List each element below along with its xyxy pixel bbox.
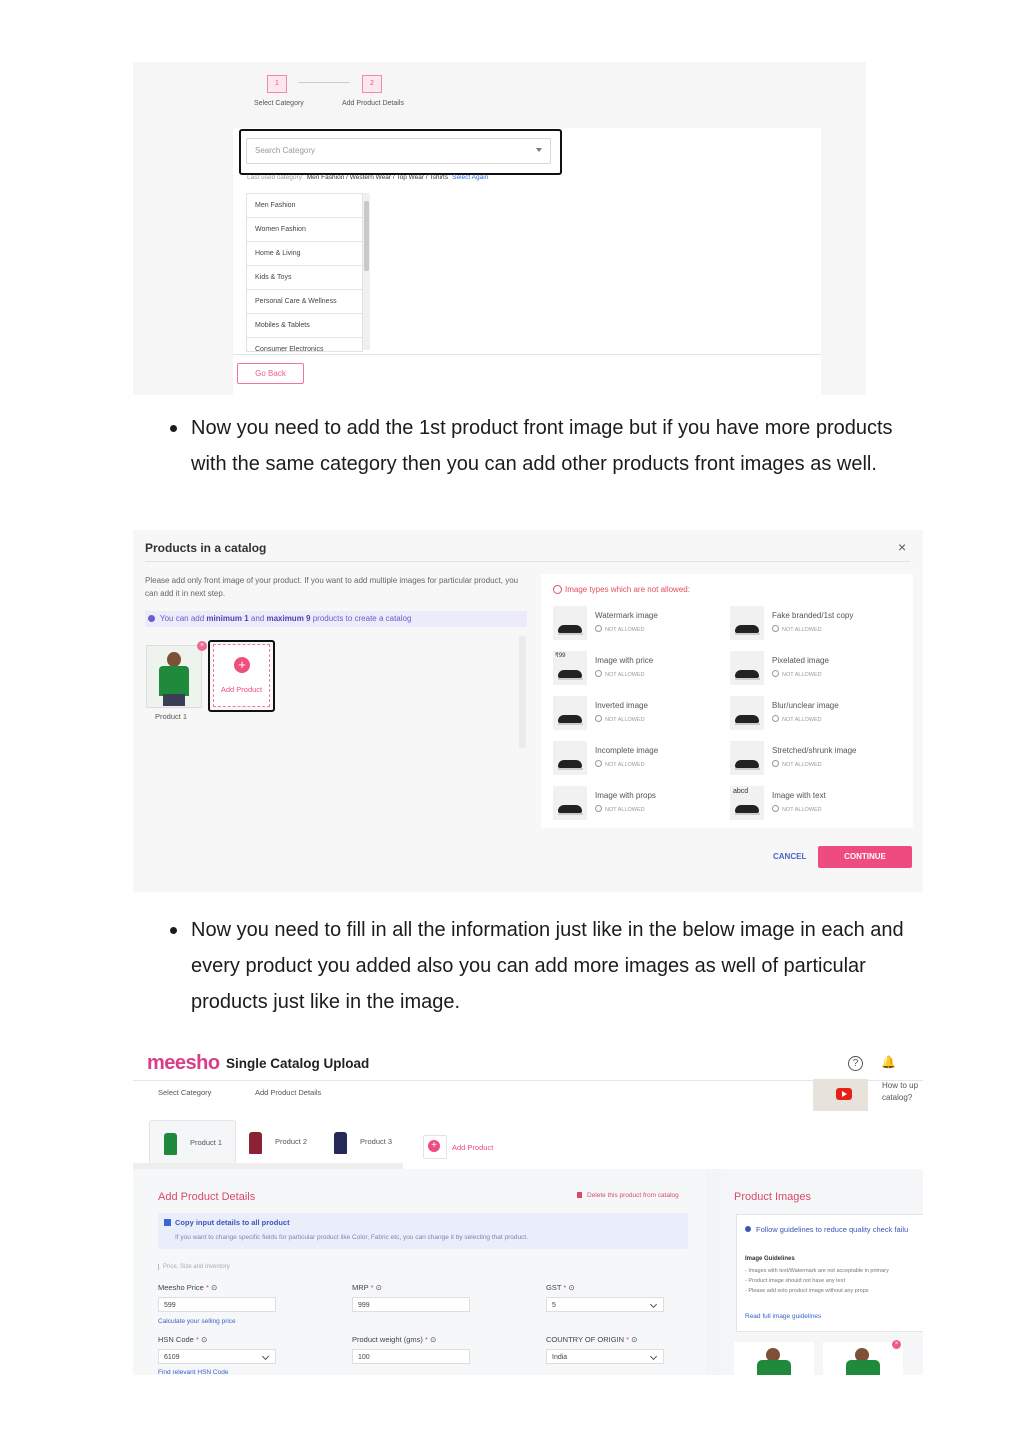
disallowed-example [730, 696, 900, 734]
mrp-input[interactable]: 999 [352, 1297, 470, 1312]
tab-product-1[interactable] [149, 1120, 236, 1163]
example-name: Watermark image [595, 611, 658, 620]
guidelines-banner [745, 1225, 908, 1234]
info-icon: ⊙ [568, 1283, 575, 1292]
shoe-icon [553, 696, 587, 730]
product-weight-input[interactable]: 100 [352, 1349, 470, 1364]
divider [145, 561, 910, 562]
shoe-icon [730, 741, 764, 775]
info-text-pre: You can add [160, 614, 207, 623]
category-item[interactable]: Men Fashion [247, 194, 362, 218]
disallowed-example [553, 786, 723, 824]
paragraph-line: Now you need to fill in all the information just like in the below image in each and [191, 919, 904, 941]
gst-value: 5 [552, 1302, 556, 1309]
ban-icon [595, 805, 602, 812]
guidelines-banner-text: Follow guidelines to reduce quality check failu [756, 1225, 909, 1234]
step-1-label: Select Category [254, 100, 304, 107]
last-used-path: Men Fashion / Western Wear / Top Wear / Tshirts [306, 174, 449, 181]
category-selection-screenshot [133, 62, 866, 395]
meesho-price-input[interactable]: 599 [158, 1297, 276, 1312]
example-name: Image with price [595, 656, 654, 665]
chevron-down-icon [262, 1353, 269, 1360]
tshirt-shape [846, 1360, 880, 1375]
gst-select[interactable] [546, 1297, 664, 1312]
tshirt-icon [249, 1132, 262, 1154]
model-legs [163, 694, 185, 706]
plus-icon: + [234, 657, 250, 673]
example-name: Pixelated image [772, 656, 829, 665]
product-list-scrollbar[interactable] [519, 636, 526, 748]
paragraph-line: with the same category then you can add other products front images as well. [191, 453, 877, 475]
example-name: Stretched/shrunk image [772, 746, 857, 755]
step-1-indicator[interactable]: 1 [267, 75, 287, 93]
how-to-line: catalog? [882, 1093, 913, 1102]
tab-label: Product 2 [275, 1137, 308, 1146]
field-label-text: HSN Code [158, 1335, 194, 1344]
shoe-icon [730, 696, 764, 730]
copy-details-description: If you want to change specific fields for particular product like Color, Fabric etc, you can change it by selecting that product. [175, 1234, 528, 1241]
disallowed-example [730, 651, 900, 689]
not-allowed-text: NOT ALLOWED [605, 717, 645, 723]
product-image-thumbnail[interactable] [734, 1342, 814, 1375]
last-used-label: Last used category: [247, 174, 304, 181]
info-banner [145, 611, 527, 627]
delete-product-link[interactable] [577, 1192, 679, 1199]
trash-icon [577, 1192, 582, 1198]
tab-label: Product 3 [360, 1137, 393, 1146]
not-allowed-text: NOT ALLOWED [782, 807, 822, 813]
help-icon[interactable]: ? [848, 1056, 863, 1071]
scroll-thumb[interactable] [364, 201, 369, 271]
category-item[interactable]: Women Fashion [247, 218, 362, 242]
example-name: Incomplete image [595, 746, 659, 755]
not-allowed-badge [772, 715, 822, 723]
category-item[interactable]: Personal Care & Wellness [247, 290, 362, 314]
copy-details-box [158, 1213, 688, 1249]
field-label-text: Meesho Price [158, 1283, 204, 1292]
not-allowed-text: NOT ALLOWED [782, 627, 822, 633]
disallowed-example [553, 651, 723, 689]
hsn-code-label [158, 1335, 207, 1344]
paragraph-line: Now you need to add the 1st product front image but if you have more products [191, 417, 893, 439]
example-name: Image with text [772, 791, 826, 800]
bell-icon[interactable]: 🔔 [881, 1055, 896, 1069]
product-weight-label [352, 1335, 436, 1344]
products-catalog-screenshot [133, 530, 923, 892]
instruction-paragraph-1 [191, 410, 893, 482]
copy-details-checkbox[interactable] [164, 1219, 171, 1226]
shoe-icon [553, 606, 587, 640]
disallowed-example [730, 786, 900, 824]
ban-icon [772, 670, 779, 677]
text-tag: abcd [733, 788, 749, 795]
page-title: Single Catalog Upload [226, 1056, 370, 1071]
meesho-price-label [158, 1283, 217, 1292]
crumb-add-product-details[interactable]: Add Product Details [255, 1088, 322, 1097]
disallowed-example [553, 741, 723, 779]
copy-details-title: Copy input details to all product [175, 1218, 290, 1227]
mrp-label [352, 1283, 382, 1292]
step-connector [298, 82, 350, 83]
required-mark: * [563, 1283, 567, 1292]
modal-description: Please add only front image of your product. If you want to add multiple images for particular product, you can add it in next step. [145, 576, 519, 598]
product-image-thumbnail[interactable] [823, 1342, 903, 1375]
add-product-button[interactable] [213, 644, 270, 707]
search-placeholder: Search Category [255, 146, 316, 155]
ban-icon [595, 625, 602, 632]
tshirt-icon [164, 1133, 177, 1155]
product-thumbnail[interactable] [146, 645, 202, 708]
disallowed-example [730, 606, 900, 644]
required-mark: * [626, 1335, 630, 1344]
info-text-mid: and [248, 614, 267, 623]
tshirt-shape [757, 1360, 791, 1375]
model-head [167, 652, 181, 667]
cancel-button[interactable]: CANCEL [773, 852, 807, 861]
remove-image-icon[interactable]: × [892, 1340, 901, 1349]
instruction-paragraph-2 [191, 912, 904, 1020]
category-item[interactable]: Home & Living [247, 242, 362, 266]
disallowed-title-text: Image types which are not allowed: [565, 585, 690, 594]
not-allowed-badge [595, 715, 645, 723]
tshirt-icon [334, 1132, 347, 1154]
guideline-item: - Product image should not have any text [745, 1278, 845, 1284]
paragraph-line: every product you added also you can add more images as well of particular [191, 955, 866, 977]
how-to-video-thumbnail[interactable] [813, 1079, 868, 1111]
not-allowed-badge [595, 670, 645, 678]
bullet-icon [170, 927, 177, 934]
category-item[interactable]: Consumer Electronics [247, 338, 362, 352]
info-max: maximum 9 [266, 614, 311, 623]
example-name: Image with props [595, 791, 656, 800]
required-mark: * [205, 1283, 209, 1292]
tab-product-2[interactable] [235, 1120, 320, 1162]
field-label-text: COUNTRY OF ORIGIN [546, 1335, 625, 1344]
disallowed-example [553, 696, 723, 734]
not-allowed-badge [595, 760, 645, 768]
tshirt-shape [159, 666, 189, 696]
paragraph-line: products just like in the image. [191, 991, 461, 1013]
find-hsn-link[interactable]: Find relevant HSN Code [158, 1369, 229, 1375]
gst-label [546, 1283, 575, 1292]
crumb-select-category[interactable]: Select Category [158, 1088, 212, 1097]
divider [133, 1080, 923, 1081]
chevron-down-icon [536, 148, 542, 152]
shoe-icon [553, 786, 587, 820]
not-allowed-text: NOT ALLOWED [782, 762, 822, 768]
modal-title: Products in a catalog [145, 541, 267, 555]
info-text-post: products to create a catalog [310, 614, 412, 623]
category-item[interactable]: Mobiles & Tablets [247, 314, 362, 338]
ban-icon [772, 805, 779, 812]
info-icon [745, 1226, 751, 1232]
guideline-item: - Images with text/Watermark are not acceptable in primary [745, 1268, 889, 1274]
search-category-input[interactable] [246, 138, 551, 164]
product-label: Product 1 [155, 712, 188, 721]
bullet-icon [170, 425, 177, 432]
category-item[interactable]: Kids & Toys [247, 266, 362, 290]
category-scrollbar[interactable] [363, 193, 370, 350]
info-icon: ⊙ [429, 1335, 437, 1344]
not-allowed-badge [595, 805, 645, 813]
info-icon: ⊙ [200, 1335, 208, 1344]
ban-icon [595, 760, 602, 767]
required-mark: * [370, 1283, 374, 1292]
country-origin-select[interactable] [546, 1349, 664, 1364]
ban-icon [595, 715, 602, 722]
product-images-title: Product Images [734, 1191, 812, 1203]
shoe-icon [730, 786, 764, 820]
not-allowed-badge [772, 760, 822, 768]
read-guidelines-link[interactable]: Read full image guidelines [745, 1313, 822, 1320]
tab-label: Product 1 [190, 1138, 223, 1147]
required-mark: * [195, 1335, 199, 1344]
not-allowed-text: NOT ALLOWED [782, 717, 822, 723]
how-to-line: How to up [882, 1081, 919, 1090]
meesho-logo: meesho [147, 1052, 220, 1074]
section-heading: Price, Size and Inventory [158, 1264, 230, 1270]
info-min: minimum 1 [206, 614, 249, 623]
shoe-icon [730, 651, 764, 685]
not-allowed-text: NOT ALLOWED [782, 672, 822, 678]
step-2-indicator[interactable]: 2 [362, 75, 382, 93]
continue-button[interactable]: CONTINUE [818, 846, 912, 868]
divider [233, 354, 821, 355]
info-icon: ⊙ [375, 1283, 382, 1292]
remove-image-icon[interactable]: × [197, 641, 207, 651]
ban-icon [553, 585, 562, 594]
ban-icon [772, 715, 779, 722]
not-allowed-text: NOT ALLOWED [605, 762, 645, 768]
step-2-label: Add Product Details [342, 100, 404, 107]
country-value: India [552, 1354, 568, 1361]
single-catalog-upload-screenshot [133, 1046, 923, 1375]
last-used-category [247, 174, 488, 181]
field-label-text: MRP [352, 1283, 369, 1292]
select-again-link[interactable]: Select Again [452, 174, 489, 181]
shoe-icon [730, 606, 764, 640]
info-icon [148, 615, 155, 622]
hsn-value: 6109 [164, 1354, 180, 1361]
add-product-label: Add Product [220, 685, 263, 694]
chevron-down-icon [650, 1301, 657, 1308]
info-icon: ⊙ [631, 1335, 638, 1344]
field-label-text: Product weight (gms) [352, 1335, 423, 1344]
calculate-price-link[interactable]: Calculate your selling price [158, 1318, 236, 1325]
price-tag: ₹99 [555, 653, 566, 659]
hsn-code-select[interactable] [158, 1349, 276, 1364]
category-list [246, 193, 363, 352]
add-product-label: Add Product [452, 1143, 494, 1152]
disallowed-title [553, 585, 690, 594]
play-icon [836, 1088, 852, 1100]
how-to-link[interactable] [882, 1080, 918, 1104]
shoe-icon [553, 651, 587, 685]
field-label-text: GST [546, 1283, 562, 1292]
not-allowed-badge [772, 625, 822, 633]
shoe-icon [553, 741, 587, 775]
tab-product-3[interactable] [320, 1120, 405, 1162]
close-icon[interactable]: × [898, 539, 907, 555]
example-name: Fake branded/1st copy [772, 611, 854, 620]
info-icon: ⊙ [210, 1283, 218, 1292]
example-name: Blur/unclear image [772, 701, 839, 710]
ban-icon [772, 760, 779, 767]
example-name: Inverted image [595, 701, 648, 710]
disallowed-example [730, 741, 900, 779]
guidelines-heading: Image Guidelines [745, 1256, 795, 1262]
not-allowed-badge [595, 625, 645, 633]
go-back-button[interactable]: Go Back [237, 363, 304, 384]
not-allowed-badge [772, 670, 822, 678]
disallowed-example [553, 606, 723, 644]
chevron-down-icon [650, 1353, 657, 1360]
image-guidelines-box [736, 1214, 923, 1332]
ban-icon [595, 670, 602, 677]
country-origin-label [546, 1335, 637, 1344]
delete-product-text: Delete this product from catalog [587, 1192, 679, 1199]
not-allowed-text: NOT ALLOWED [605, 627, 645, 633]
ban-icon [772, 625, 779, 632]
not-allowed-text: NOT ALLOWED [605, 807, 645, 813]
not-allowed-text: NOT ALLOWED [605, 672, 645, 678]
plus-icon: + [428, 1140, 440, 1152]
required-mark: * [424, 1335, 428, 1344]
guideline-item: - Please add solo product image without any props [745, 1288, 869, 1294]
product-details-title: Add Product Details [158, 1191, 256, 1203]
not-allowed-badge [772, 805, 822, 813]
